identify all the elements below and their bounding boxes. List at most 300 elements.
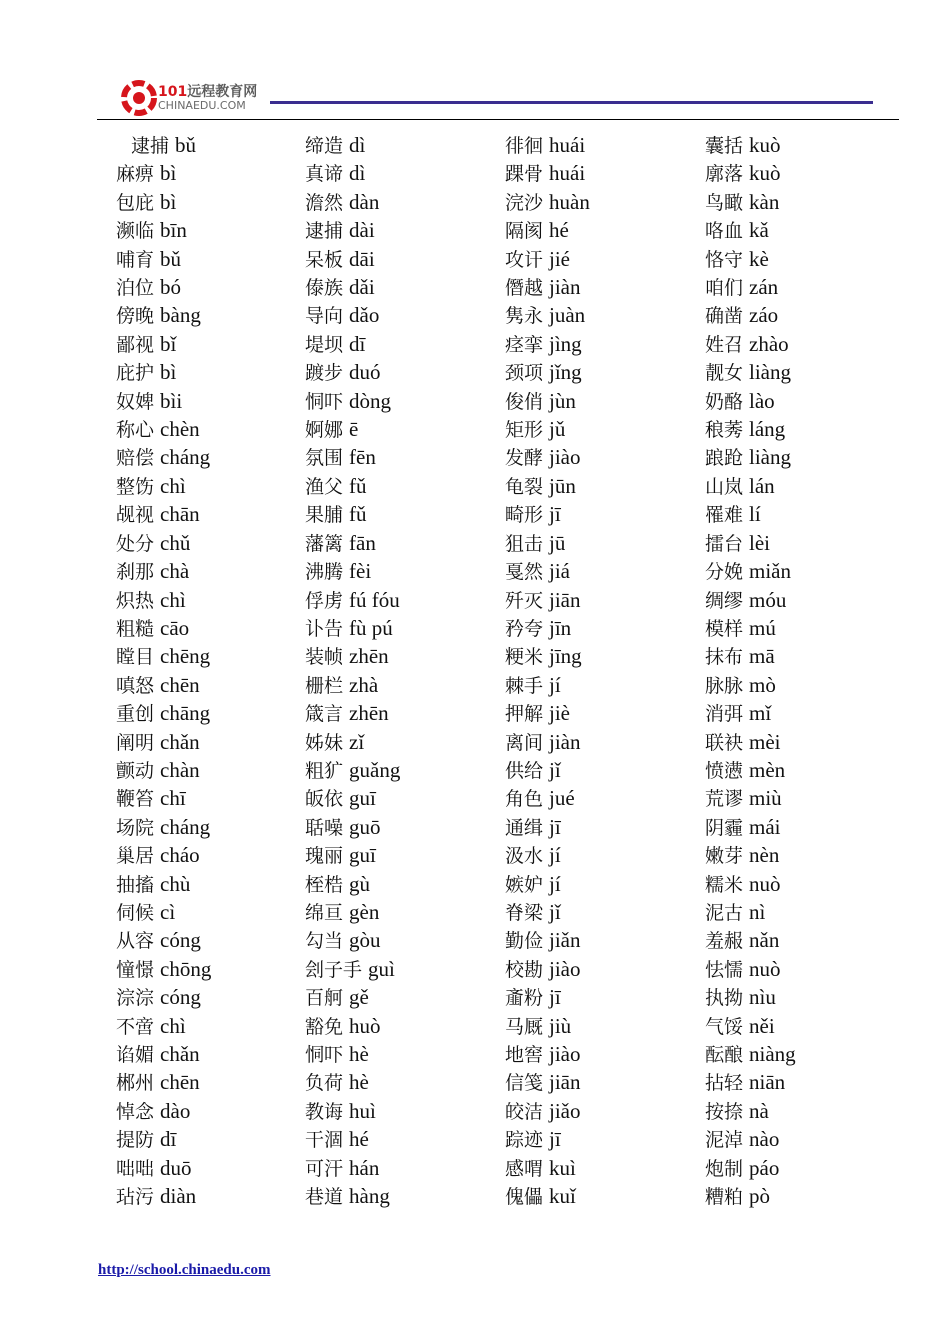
word-entry xyxy=(705,387,796,415)
pinyin-text: mò xyxy=(749,672,776,697)
header-blue-rule xyxy=(270,101,873,104)
word-entry xyxy=(705,1068,796,1096)
pinyin-text: pò xyxy=(749,1184,771,1209)
footer-link[interactable]: http://school.chinaedu.com xyxy=(98,1262,271,1278)
word-entry xyxy=(116,245,211,273)
pinyin-text: mā xyxy=(749,644,775,669)
word-text: 箴言 xyxy=(305,703,344,726)
word-text: 傍晚 xyxy=(116,305,155,328)
pinyin-text: zhào xyxy=(749,331,789,356)
word-text: 通缉 xyxy=(505,816,544,839)
word-entry xyxy=(116,500,211,528)
pinyin-text: jī xyxy=(549,502,561,527)
word-text: 歼灭 xyxy=(505,589,544,612)
word-text: 嫩芽 xyxy=(705,845,744,868)
word-text: 分娩 xyxy=(705,561,744,584)
pinyin-text: mǐ xyxy=(749,701,772,726)
pinyin-text: lí xyxy=(749,502,761,527)
word-text: 鸟瞰 xyxy=(705,191,744,214)
word-text: 导向 xyxy=(305,305,344,328)
word-entry xyxy=(116,1182,211,1210)
pinyin-text: jū xyxy=(549,530,566,555)
word-text: 百舸 xyxy=(305,987,344,1010)
word-text: 缔造 xyxy=(305,135,344,157)
word-entry xyxy=(116,983,211,1011)
pinyin-text: nèn xyxy=(749,843,780,868)
word-entry xyxy=(305,841,400,869)
word-entry xyxy=(116,330,211,358)
word-text: 联袂 xyxy=(705,731,744,754)
word-entry xyxy=(116,699,211,727)
pinyin-text: cì xyxy=(160,899,176,924)
word-text: 可汗 xyxy=(305,1157,344,1180)
word-text: 隽永 xyxy=(505,305,544,328)
word-text: 鄙视 xyxy=(116,333,155,356)
word-entry xyxy=(305,216,400,244)
word-entry xyxy=(705,870,796,898)
word-text: 颈项 xyxy=(505,362,544,385)
pinyin-text: jǐng xyxy=(549,360,582,385)
word-entry xyxy=(116,472,211,500)
word-entry xyxy=(116,273,211,301)
pinyin-text: fēn xyxy=(349,445,376,470)
word-text: 称心 xyxy=(116,419,155,442)
pinyin-text: chì xyxy=(160,1013,186,1038)
word-text: 隔阂 xyxy=(505,220,544,243)
word-text: 泥古 xyxy=(705,901,744,924)
word-entry xyxy=(305,586,400,614)
pinyin-text: hàng xyxy=(349,1184,390,1209)
word-text: 濒临 xyxy=(116,220,155,243)
pinyin-text: gòu xyxy=(349,928,381,953)
word-entry xyxy=(116,813,211,841)
pinyin-text: gě xyxy=(349,985,369,1010)
pinyin-text: dì xyxy=(349,161,366,186)
word-entry xyxy=(116,131,211,159)
pinyin-text: miù xyxy=(749,786,782,811)
word-text: 澹然 xyxy=(305,191,344,214)
word-entry xyxy=(705,1182,796,1210)
word-entry xyxy=(505,557,590,585)
pinyin-text: jiào xyxy=(549,956,581,981)
word-entry xyxy=(705,699,796,727)
pinyin-text: něi xyxy=(749,1013,775,1038)
word-text: 堤坝 xyxy=(305,333,344,356)
pinyin-text: fān xyxy=(349,530,376,555)
pinyin-text: dàn xyxy=(349,189,380,214)
pinyin-text: jí xyxy=(549,672,561,697)
word-entry xyxy=(305,529,400,557)
word-text: 绸缪 xyxy=(705,589,744,612)
word-entry xyxy=(505,387,590,415)
word-entry xyxy=(305,273,400,301)
word-entry xyxy=(305,188,400,216)
pinyin-text: chà xyxy=(160,559,190,584)
word-entry xyxy=(116,642,211,670)
word-text: 咄咄 xyxy=(116,1157,155,1180)
word-text: 聒噪 xyxy=(305,816,344,839)
pinyin-text: jī xyxy=(549,985,561,1010)
word-entry xyxy=(116,841,211,869)
word-entry xyxy=(705,756,796,784)
word-text: 不啻 xyxy=(116,1015,155,1038)
word-entry xyxy=(305,614,400,642)
word-text: 按捺 xyxy=(705,1100,744,1123)
word-entry xyxy=(305,926,400,954)
word-text: 泊位 xyxy=(116,277,155,300)
word-entry xyxy=(305,983,400,1011)
word-entry xyxy=(505,955,590,983)
word-entry xyxy=(305,387,400,415)
pinyin-text: cóng xyxy=(160,985,201,1010)
word-entry xyxy=(305,557,400,585)
word-entry xyxy=(505,813,590,841)
word-text: 抹布 xyxy=(705,646,744,669)
word-text: 感喟 xyxy=(505,1157,544,1180)
pinyin-text: bìi xyxy=(160,388,183,413)
word-text: 炽热 xyxy=(116,589,155,612)
word-text: 桎梏 xyxy=(305,873,344,896)
word-text: 擂台 xyxy=(705,532,744,555)
word-entry xyxy=(505,245,590,273)
word-text: 勾当 xyxy=(305,930,344,953)
pinyin-text: ē xyxy=(349,417,359,442)
word-entry xyxy=(705,443,796,471)
word-text: 执拗 xyxy=(705,987,744,1010)
word-entry xyxy=(305,699,400,727)
word-entry xyxy=(505,500,590,528)
word-text: 讣告 xyxy=(305,617,344,640)
pinyin-text: hé xyxy=(549,218,569,243)
word-entry xyxy=(505,614,590,642)
word-text: 汲水 xyxy=(505,845,544,868)
pinyin-text: cháng xyxy=(160,814,211,839)
pinyin-text: bīn xyxy=(160,218,187,243)
word-text: 果脯 xyxy=(305,504,344,527)
word-text: 酝酿 xyxy=(705,1044,744,1066)
word-entry xyxy=(705,216,796,244)
pinyin-text: jǐ xyxy=(549,899,561,924)
word-text: 罹难 xyxy=(705,504,744,527)
word-text: 傀儡 xyxy=(505,1186,544,1209)
word-text: 消弭 xyxy=(705,703,744,726)
pinyin-text: cóng xyxy=(160,928,201,953)
word-text: 徘徊 xyxy=(505,135,544,157)
pinyin-text: chǔ xyxy=(160,530,191,555)
word-text: 发酵 xyxy=(505,447,544,470)
word-text: 从容 xyxy=(116,930,155,953)
pinyin-text: jīn xyxy=(549,615,572,640)
word-text: 郴州 xyxy=(116,1072,155,1095)
word-entry xyxy=(305,472,400,500)
word-entry xyxy=(305,500,400,528)
word-entry xyxy=(705,841,796,869)
word-text: 僭越 xyxy=(505,277,544,300)
word-text: 恫吓 xyxy=(305,1044,344,1066)
pinyin-text: kuǐ xyxy=(549,1184,576,1209)
pinyin-text: jié xyxy=(549,246,571,271)
word-text: 恫吓 xyxy=(305,390,344,413)
pinyin-text: dǎi xyxy=(349,275,375,300)
word-entry xyxy=(305,159,400,187)
pinyin-text: lào xyxy=(749,388,775,413)
pinyin-text: huò xyxy=(349,1013,381,1038)
word-entry xyxy=(116,1154,211,1182)
word-text: 愤懑 xyxy=(705,759,744,782)
word-text: 呆板 xyxy=(305,248,344,271)
pinyin-text: liàng xyxy=(749,445,792,470)
word-entry xyxy=(305,784,400,812)
pinyin-text: chāng xyxy=(160,701,211,726)
pinyin-text: jiān xyxy=(549,1070,581,1095)
chinaedu-logo[interactable] xyxy=(121,80,271,116)
word-text: 包庇 xyxy=(116,191,155,214)
word-text: 俊俏 xyxy=(505,390,544,413)
word-entry xyxy=(116,415,211,443)
pinyin-text: bì xyxy=(160,161,177,186)
word-text: 婀娜 xyxy=(305,419,344,442)
pinyin-text: jǐ xyxy=(549,757,561,782)
word-entry xyxy=(116,1068,211,1096)
word-entry xyxy=(705,500,796,528)
pinyin-text: zán xyxy=(749,275,779,300)
pinyin-text: huàn xyxy=(549,189,590,214)
pinyin-text: nìu xyxy=(749,985,776,1010)
pinyin-text: chì xyxy=(160,473,186,498)
word-entry xyxy=(116,301,211,329)
pinyin-text: lán xyxy=(749,473,775,498)
word-entry xyxy=(505,784,590,812)
word-text: 恪守 xyxy=(705,248,744,271)
word-entry xyxy=(505,1068,590,1096)
pinyin-text: gù xyxy=(349,871,371,896)
word-text: 伺候 xyxy=(116,901,155,924)
word-text: 淙淙 xyxy=(116,987,155,1010)
word-entry xyxy=(305,1154,400,1182)
pinyin-text: guī xyxy=(349,843,376,868)
word-entry xyxy=(705,273,796,301)
word-entry xyxy=(116,529,211,557)
pinyin-text: dào xyxy=(160,1098,191,1123)
pinyin-text: juàn xyxy=(549,303,586,328)
word-text: 藩篱 xyxy=(305,532,344,555)
word-entry xyxy=(505,1040,590,1068)
word-entry xyxy=(116,557,211,585)
pinyin-text: jī xyxy=(549,1127,561,1152)
pinyin-text: jué xyxy=(549,786,575,811)
word-entry xyxy=(305,1040,400,1068)
word-entry xyxy=(116,926,211,954)
word-entry xyxy=(305,443,400,471)
word-entry xyxy=(305,955,400,983)
pinyin-text: jiǎo xyxy=(549,1098,581,1123)
pinyin-text: bǔ xyxy=(175,133,197,157)
word-text: 沸腾 xyxy=(305,561,344,584)
word-text: 粗糙 xyxy=(116,617,155,640)
word-entry xyxy=(116,387,211,415)
word-text: 皎洁 xyxy=(505,1100,544,1123)
word-text: 踪迹 xyxy=(505,1129,544,1152)
word-entry xyxy=(116,1040,211,1068)
pinyin-text: fǔ xyxy=(349,502,367,527)
pinyin-text: kuò xyxy=(749,133,781,157)
pinyin-text: kuò xyxy=(749,161,781,186)
pinyin-text: dī xyxy=(349,331,366,356)
word-text: 踱步 xyxy=(305,362,344,385)
pinyin-text: kuì xyxy=(549,1155,576,1180)
word-text: 荒谬 xyxy=(705,788,744,811)
word-text: 栅栏 xyxy=(305,674,344,697)
word-entry xyxy=(116,586,211,614)
word-entry xyxy=(305,728,400,756)
pinyin-text: kàn xyxy=(749,189,780,214)
pinyin-text: dǎo xyxy=(349,303,380,328)
pinyin-text: huái xyxy=(549,133,586,157)
word-text: 咱们 xyxy=(705,277,744,300)
pinyin-text: fú fóu xyxy=(349,587,400,612)
pinyin-text: fù pú xyxy=(349,615,393,640)
pinyin-text: guī xyxy=(349,786,376,811)
word-text: 姓召 xyxy=(705,333,744,356)
pinyin-text: zhà xyxy=(349,672,379,697)
word-text: 傣族 xyxy=(305,277,344,300)
word-text: 浣沙 xyxy=(505,191,544,214)
word-text: 踝骨 xyxy=(505,163,544,186)
word-text: 氛围 xyxy=(305,447,344,470)
pinyin-text: jiàn xyxy=(549,275,581,300)
word-entry xyxy=(305,756,400,784)
word-text: 马厩 xyxy=(505,1015,544,1038)
word-entry xyxy=(505,1097,590,1125)
word-entry xyxy=(305,642,400,670)
pinyin-text: jí xyxy=(549,843,561,868)
word-column-2 xyxy=(305,131,400,1210)
word-entry xyxy=(116,784,211,812)
word-entry xyxy=(305,1068,400,1096)
word-text: 刽子手 xyxy=(305,958,363,981)
word-text: 装帧 xyxy=(305,646,344,669)
word-text: 拈轻 xyxy=(705,1072,744,1095)
word-text: 绵亘 xyxy=(305,901,344,924)
pinyin-text: kè xyxy=(749,246,769,271)
pinyin-text: chàn xyxy=(160,757,200,782)
word-entry xyxy=(505,188,590,216)
pinyin-text: dòng xyxy=(349,388,392,413)
word-text: 阐明 xyxy=(116,731,155,754)
word-text: 咯血 xyxy=(705,220,744,243)
word-text: 供给 xyxy=(505,759,544,782)
pinyin-text: liàng xyxy=(749,360,792,385)
pinyin-text: dì xyxy=(349,133,366,157)
pinyin-text: dài xyxy=(349,218,375,243)
word-text: 瞠目 xyxy=(116,646,155,669)
word-entry xyxy=(116,728,211,756)
pinyin-text: záo xyxy=(749,303,779,328)
word-entry xyxy=(705,1154,796,1182)
word-entry xyxy=(505,131,590,159)
word-entry xyxy=(305,813,400,841)
word-text: 矜夸 xyxy=(505,617,544,640)
pinyin-text: bǐ xyxy=(160,331,177,356)
word-entry xyxy=(505,699,590,727)
word-entry xyxy=(705,784,796,812)
pinyin-text: bó xyxy=(160,275,182,300)
word-entry xyxy=(705,898,796,926)
word-text: 憧憬 xyxy=(116,958,155,981)
word-text: 庇护 xyxy=(116,362,155,385)
word-entry xyxy=(705,131,796,159)
word-entry xyxy=(705,586,796,614)
word-entry xyxy=(505,358,590,386)
pinyin-text: jiàn xyxy=(549,729,581,754)
word-text: 攻讦 xyxy=(505,248,544,271)
pinyin-text: zhēn xyxy=(349,701,389,726)
pinyin-text: jiù xyxy=(549,1013,572,1038)
page-header xyxy=(0,0,950,124)
word-entry xyxy=(116,1012,211,1040)
word-entry xyxy=(705,728,796,756)
pinyin-text: bàng xyxy=(160,303,201,328)
word-entry xyxy=(505,1182,590,1210)
pinyin-text: nuò xyxy=(749,956,781,981)
word-entry xyxy=(705,330,796,358)
pinyin-text: jūn xyxy=(549,473,576,498)
pinyin-text: niān xyxy=(749,1070,786,1095)
pinyin-text: mèi xyxy=(749,729,781,754)
word-entry xyxy=(705,472,796,500)
word-entry xyxy=(705,671,796,699)
word-text: 戛然 xyxy=(505,561,544,584)
word-text: 奴婢 xyxy=(116,390,155,413)
word-text: 麻痹 xyxy=(116,163,155,186)
pinyin-text: gèn xyxy=(349,899,380,924)
word-text: 鞭笞 xyxy=(116,788,155,811)
word-entry xyxy=(305,301,400,329)
word-entry xyxy=(116,870,211,898)
word-text: 哺育 xyxy=(116,248,155,271)
pinyin-text: guǎng xyxy=(349,757,401,782)
pinyin-text: duō xyxy=(160,1155,192,1180)
word-entry xyxy=(505,586,590,614)
pinyin-text: jiào xyxy=(549,1042,581,1066)
word-text: 脊梁 xyxy=(505,901,544,924)
word-text: 场院 xyxy=(116,816,155,839)
word-text: 觇视 xyxy=(116,504,155,527)
pinyin-text: mèn xyxy=(749,757,786,782)
pinyin-text: hán xyxy=(349,1155,380,1180)
word-entry xyxy=(305,330,400,358)
pinyin-text: kǎ xyxy=(749,218,769,243)
word-text: 玷污 xyxy=(116,1186,155,1209)
pinyin-text: jǔ xyxy=(549,417,566,442)
word-entry xyxy=(305,1182,400,1210)
pinyin-text: chì xyxy=(160,587,186,612)
pinyin-text: guì xyxy=(368,956,395,981)
word-entry xyxy=(116,188,211,216)
word-text: 炮制 xyxy=(705,1157,744,1180)
word-entry xyxy=(116,671,211,699)
word-text: 龟裂 xyxy=(505,475,544,498)
pinyin-text: chēn xyxy=(160,672,200,697)
word-text: 逮捕 xyxy=(305,220,344,243)
word-entry xyxy=(116,1125,211,1153)
word-entry xyxy=(705,1012,796,1040)
word-entry xyxy=(705,983,796,1011)
word-text: 整饬 xyxy=(116,475,155,498)
word-text: 赔偿 xyxy=(116,447,155,470)
pinyin-text: hé xyxy=(349,1127,369,1152)
word-entry xyxy=(705,245,796,273)
